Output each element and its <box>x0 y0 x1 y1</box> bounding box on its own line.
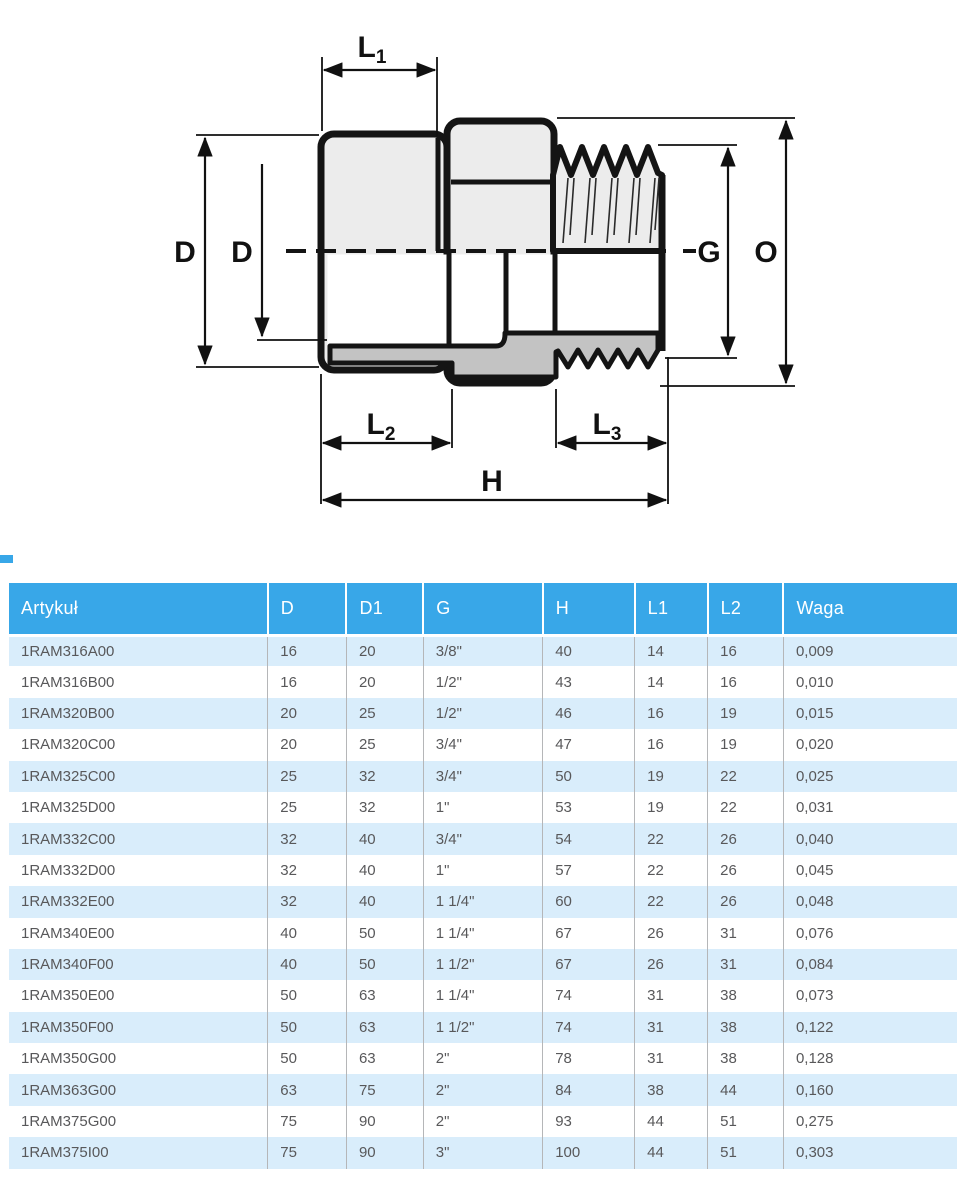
table-row <box>9 729 957 760</box>
value-cell: 47 <box>543 729 635 760</box>
value-cell: 19 <box>708 729 784 760</box>
article-code-cell: 1RAM340F00 <box>21 956 114 974</box>
value-cell: 50 <box>346 918 423 949</box>
value-cell: 84 <box>543 1074 635 1105</box>
value-cell: 0,015 <box>783 698 957 729</box>
article-code-cell: 1RAM320C00 <box>21 736 116 754</box>
column-header-d1: D1 <box>346 583 423 635</box>
value-cell: 63 <box>346 1012 423 1043</box>
article-code-cell: 1RAM332C00 <box>21 830 116 848</box>
value-cell: 0,275 <box>783 1106 957 1137</box>
value-cell: 50 <box>268 1012 347 1043</box>
table-row <box>9 980 957 1011</box>
table-row <box>9 1137 957 1168</box>
value-cell: 20 <box>268 729 347 760</box>
value-cell: 44 <box>635 1106 708 1137</box>
page-fragment <box>0 555 13 563</box>
value-cell: 75 <box>268 1106 347 1137</box>
value-cell: 38 <box>635 1074 708 1105</box>
value-cell: 46 <box>543 698 635 729</box>
value-cell: 1 1/4" <box>423 980 542 1011</box>
value-cell: 16 <box>635 698 708 729</box>
label-d-inner: D <box>231 236 253 269</box>
value-cell: 22 <box>635 855 708 886</box>
value-cell: 31 <box>635 980 708 1011</box>
value-cell: 40 <box>268 949 347 980</box>
value-cell: 22 <box>708 761 784 792</box>
value-cell: 25 <box>268 792 347 823</box>
value-cell: 31 <box>635 1043 708 1074</box>
value-cell: 32 <box>268 823 347 854</box>
value-cell: 67 <box>543 949 635 980</box>
value-cell: 14 <box>635 666 708 697</box>
table-header-row <box>9 583 957 635</box>
table-row <box>9 1074 957 1105</box>
table-row <box>9 761 957 792</box>
value-cell: 1" <box>423 792 542 823</box>
value-cell: 40 <box>268 918 347 949</box>
column-header-g: G <box>423 583 542 635</box>
table-row <box>9 1012 957 1043</box>
value-cell: 3/8" <box>423 635 542 666</box>
value-cell: 26 <box>708 886 784 917</box>
table-row <box>9 1043 957 1074</box>
value-cell: 31 <box>708 918 784 949</box>
value-cell: 54 <box>543 823 635 854</box>
value-cell: 22 <box>635 823 708 854</box>
article-code-cell: 1RAM375G00 <box>21 1113 117 1131</box>
article-code-cell: 1RAM375I00 <box>21 1144 109 1162</box>
value-cell: 3" <box>423 1137 542 1168</box>
value-cell: 93 <box>543 1106 635 1137</box>
value-cell: 53 <box>543 792 635 823</box>
table-header <box>9 583 957 635</box>
value-cell: 2" <box>423 1074 542 1105</box>
value-cell: 16 <box>268 635 347 666</box>
value-cell: 20 <box>346 635 423 666</box>
value-cell: 19 <box>708 698 784 729</box>
value-cell: 1 1/4" <box>423 918 542 949</box>
table-body <box>9 635 957 1169</box>
column-header-d: D <box>268 583 347 635</box>
table-row <box>9 698 957 729</box>
column-header-h: H <box>543 583 635 635</box>
value-cell: 78 <box>543 1043 635 1074</box>
value-cell: 32 <box>346 792 423 823</box>
value-cell: 0,122 <box>783 1012 957 1043</box>
value-cell: 63 <box>346 980 423 1011</box>
value-cell: 31 <box>635 1012 708 1043</box>
table-row <box>9 1106 957 1137</box>
article-code-cell: 1RAM350E00 <box>21 987 115 1005</box>
value-cell: 16 <box>268 666 347 697</box>
spec-table <box>9 583 957 1169</box>
value-cell: 40 <box>346 886 423 917</box>
value-cell: 3/4" <box>423 729 542 760</box>
column-header-l2: L2 <box>708 583 784 635</box>
value-cell: 74 <box>543 980 635 1011</box>
value-cell: 32 <box>268 886 347 917</box>
column-header-waga: Waga <box>783 583 957 635</box>
table-row <box>9 823 957 854</box>
table-row <box>9 886 957 917</box>
value-cell: 1 1/2" <box>423 949 542 980</box>
value-cell: 63 <box>268 1074 347 1105</box>
value-cell: 20 <box>268 698 347 729</box>
article-code-cell: 1RAM332E00 <box>21 893 115 911</box>
value-cell: 75 <box>346 1074 423 1105</box>
label-l2: $L_2$ <box>366 408 396 445</box>
value-cell: 100 <box>543 1137 635 1168</box>
value-cell: 0,073 <box>783 980 957 1011</box>
value-cell: 25 <box>346 729 423 760</box>
value-cell: 0,303 <box>783 1137 957 1168</box>
value-cell: 3/4" <box>423 823 542 854</box>
value-cell: 3/4" <box>423 761 542 792</box>
table-row <box>9 792 957 823</box>
value-cell: 26 <box>708 823 784 854</box>
value-cell: 1" <box>423 855 542 886</box>
article-code-cell: 1RAM340E00 <box>21 924 115 942</box>
male-bore <box>506 255 661 333</box>
value-cell: 2" <box>423 1043 542 1074</box>
value-cell: 0,076 <box>783 918 957 949</box>
value-cell: 50 <box>346 949 423 980</box>
value-cell: 32 <box>346 761 423 792</box>
value-cell: 1/2" <box>423 666 542 697</box>
label-d-outer: D <box>174 236 196 269</box>
value-cell: 26 <box>708 855 784 886</box>
article-code-cell: 1RAM363G00 <box>21 1081 117 1099</box>
article-code-cell: 1RAM332D00 <box>21 861 116 879</box>
table-row <box>9 666 957 697</box>
value-cell: 32 <box>268 855 347 886</box>
table-row <box>9 949 957 980</box>
value-cell: 51 <box>708 1106 784 1137</box>
value-cell: 16 <box>635 729 708 760</box>
article-code-cell: 1RAM350F00 <box>21 1018 114 1036</box>
value-cell: 20 <box>346 666 423 697</box>
value-cell: 51 <box>708 1137 784 1168</box>
table-row <box>9 855 957 886</box>
article-code-cell: 1RAM316B00 <box>21 673 115 691</box>
socket-bore <box>328 255 507 347</box>
value-cell: 1 1/4" <box>423 886 542 917</box>
value-cell: 67 <box>543 918 635 949</box>
value-cell: 31 <box>708 949 784 980</box>
value-cell: 44 <box>708 1074 784 1105</box>
value-cell: 0,045 <box>783 855 957 886</box>
value-cell: 63 <box>346 1043 423 1074</box>
value-cell: 2" <box>423 1106 542 1137</box>
value-cell: 44 <box>635 1137 708 1168</box>
value-cell: 0,020 <box>783 729 957 760</box>
technical-drawing <box>0 0 957 552</box>
value-cell: 0,084 <box>783 949 957 980</box>
value-cell: 0,040 <box>783 823 957 854</box>
label-l3: $L_3$ <box>592 408 622 445</box>
table-row <box>9 918 957 949</box>
value-cell: 74 <box>543 1012 635 1043</box>
value-cell: 25 <box>268 761 347 792</box>
column-header-artykuł: Artykuł <box>9 583 268 635</box>
value-cell: 14 <box>635 635 708 666</box>
value-cell: 60 <box>543 886 635 917</box>
value-cell: 40 <box>346 855 423 886</box>
article-code-cell: 1RAM325D00 <box>21 799 116 817</box>
value-cell: 40 <box>346 823 423 854</box>
value-cell: 22 <box>708 792 784 823</box>
value-cell: 0,160 <box>783 1074 957 1105</box>
label-l1: $L_1$ <box>357 31 387 68</box>
value-cell: 22 <box>635 886 708 917</box>
label-h: H <box>481 465 503 498</box>
value-cell: 16 <box>708 666 784 697</box>
value-cell: 57 <box>543 855 635 886</box>
article-code-cell: 1RAM350G00 <box>21 1050 117 1068</box>
article-code-cell: 1RAM325C00 <box>21 767 116 785</box>
value-cell: 0,031 <box>783 792 957 823</box>
value-cell: 38 <box>708 980 784 1011</box>
fitting-diagram <box>0 0 957 552</box>
value-cell: 26 <box>635 949 708 980</box>
table-row <box>9 635 957 666</box>
value-cell: 43 <box>543 666 635 697</box>
label-g: G <box>697 236 721 269</box>
value-cell: 38 <box>708 1043 784 1074</box>
value-cell: 1/2" <box>423 698 542 729</box>
value-cell: 0,025 <box>783 761 957 792</box>
article-code-cell: 1RAM320B00 <box>21 704 115 722</box>
value-cell: 1 1/2" <box>423 1012 542 1043</box>
value-cell: 0,009 <box>783 635 957 666</box>
value-cell: 38 <box>708 1012 784 1043</box>
value-cell: 50 <box>268 1043 347 1074</box>
value-cell: 50 <box>268 980 347 1011</box>
label-o: O <box>754 236 778 269</box>
value-cell: 26 <box>635 918 708 949</box>
value-cell: 0,010 <box>783 666 957 697</box>
value-cell: 40 <box>543 635 635 666</box>
value-cell: 0,048 <box>783 886 957 917</box>
spec-table-wrap <box>9 583 957 1169</box>
value-cell: 19 <box>635 792 708 823</box>
value-cell: 25 <box>346 698 423 729</box>
value-cell: 0,128 <box>783 1043 957 1074</box>
article-code-cell: 1RAM316A00 <box>21 642 115 660</box>
column-header-l1: L1 <box>635 583 708 635</box>
fitting-body <box>286 121 696 383</box>
value-cell: 75 <box>268 1137 347 1168</box>
value-cell: 90 <box>346 1106 423 1137</box>
value-cell: 19 <box>635 761 708 792</box>
value-cell: 16 <box>708 635 784 666</box>
value-cell: 50 <box>543 761 635 792</box>
value-cell: 90 <box>346 1137 423 1168</box>
